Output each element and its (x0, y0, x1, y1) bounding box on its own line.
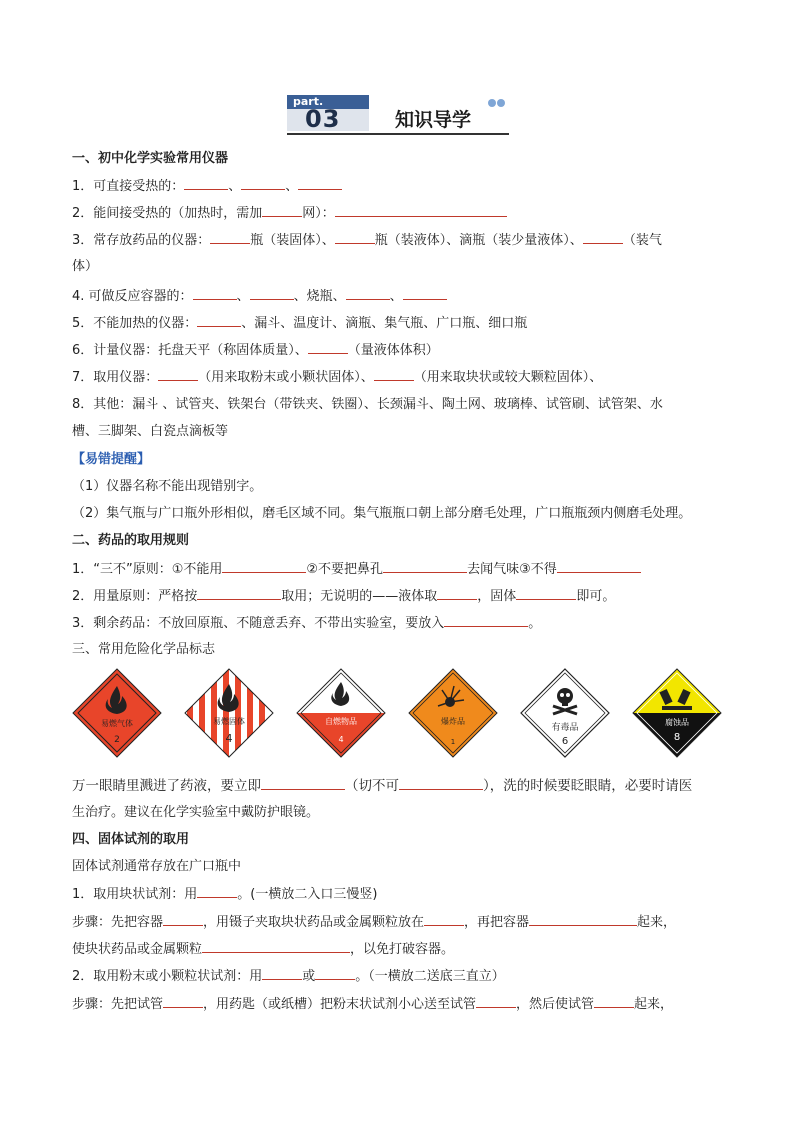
fill-blank[interactable] (222, 560, 306, 573)
fill-blank[interactable] (399, 777, 483, 790)
fill-blank[interactable] (476, 995, 516, 1008)
sign-number: 8 (673, 732, 681, 743)
text-line: 固体试剂通常存放在广口瓶中 (72, 859, 242, 874)
text-line: 8．其他：漏斗 、试管夹、铁架台（带铁夹、铁圈）、长颈漏斗、陶土网、玻璃棒、试管刷、试管架、水 (72, 397, 663, 412)
fill-blank[interactable] (516, 587, 576, 600)
sign-number: 2 (114, 735, 120, 745)
tip-line: （1）仪器名称不能出现错别字。 (72, 479, 263, 494)
hazard-signs-row (72, 668, 722, 768)
fill-blank[interactable] (210, 231, 250, 244)
sign-number: 4 (225, 732, 233, 745)
text-line: 使块状药品或金属颗粒 ，以免打破容器。 (72, 942, 455, 957)
sign-number: 1 (450, 738, 456, 746)
fill-blank[interactable] (241, 177, 285, 190)
hazard-sign-toxic (520, 668, 610, 758)
sign-label: 有毒品 (551, 723, 579, 733)
text-line: 5．不能加热的仪器： 、漏斗、温度计、滴瓶、集气瓶、广口瓶、细口瓶 (72, 316, 528, 331)
fill-blank[interactable] (529, 913, 637, 926)
section-heading-1: 一、初中化学实验常用仪器 (72, 151, 229, 166)
text-line: 6．计量仪器：托盘天平（称固体质量）、 （量液体体积） (72, 343, 439, 358)
hazard-sign-explosive (408, 668, 498, 758)
fill-blank[interactable] (424, 913, 464, 926)
fill-blank[interactable] (193, 287, 237, 300)
sign-label: 易燃固体 (213, 717, 245, 726)
fill-blank[interactable] (594, 995, 634, 1008)
text-line: 2．用量原则：严格按 取用；无说明的——液体取 ，固体 即可。 (72, 589, 616, 604)
tip-line: （2）集气瓶与广口瓶外形相似，磨毛区域不同。集气瓶瓶口朝上部分磨毛处理，广口瓶瓶颈内侧磨毛处理。 (72, 506, 692, 521)
text-line: 槽、三脚架、白瓷点滴板等 (72, 424, 229, 439)
fill-blank[interactable] (374, 368, 414, 381)
part-number: 03 (305, 105, 341, 133)
text-line: 3．常存放药品的仪器： 瓶（装固体）、 瓶（装液体）、滴瓶（装少量液体）、 （装气 (72, 233, 662, 248)
fill-blank[interactable] (163, 913, 203, 926)
text-line: 4. 可做反应容器的： 、 、烧瓶、 、 (72, 287, 447, 306)
text-line: 1．取用块状试剂：用 。(一横放二入口三慢竖) (72, 887, 378, 902)
text-line: 万一眼睛里溅进了药液，要立即 （切不可 ），洗的时候要眨眼睛，必要时请医 (72, 778, 693, 794)
text-line: 2．能间接受热的（加热时，需加 网）： (72, 204, 507, 223)
fill-blank[interactable] (315, 967, 355, 980)
fill-blank[interactable] (184, 177, 228, 190)
decorative-dots-icon (487, 97, 507, 109)
text-line: 1．“三不”原则：①不能用 ②不要把鼻孔 去闻气味③不得 (72, 560, 641, 579)
hazard-sign-flammable-gas (72, 668, 162, 758)
hazard-sign-flammable-solid (184, 668, 274, 758)
fill-blank[interactable] (197, 885, 237, 898)
fill-blank[interactable] (383, 560, 467, 573)
fill-blank[interactable] (335, 204, 507, 217)
section-heading-3: 三、常用危险化学品标志 (72, 642, 216, 657)
text-line: 步骤：先把试管 ，用药匙（或纸槽）把粉末状试剂小心送至试管 ，然后使试管 起来， (72, 997, 674, 1012)
page-title: 知识导学 (395, 109, 472, 131)
fill-blank[interactable] (261, 777, 345, 790)
text-line: 3．剩余药品：不放回原瓶、不随意丢弃、不带出实验室，要放入 。 (72, 616, 542, 631)
hazard-sign-corrosive (632, 668, 722, 758)
fill-blank[interactable] (202, 940, 350, 953)
sign-number: 6 (561, 736, 569, 747)
text-line: 2．取用粉末或小颗粒状试剂：用 或 。（一横放二送底三直立） (72, 969, 505, 984)
fill-blank[interactable] (346, 287, 390, 300)
fill-blank[interactable] (250, 287, 294, 300)
text-line: 体） (72, 259, 99, 274)
fill-blank[interactable] (298, 177, 342, 190)
section-header (287, 95, 509, 137)
fill-blank[interactable] (437, 587, 477, 600)
section-heading-2: 二、药品的取用规则 (72, 533, 190, 548)
fill-blank[interactable] (583, 231, 623, 244)
fill-blank[interactable] (308, 341, 348, 354)
text-line: 1．可直接受热的： 、 、 (72, 177, 342, 196)
fill-blank[interactable] (557, 560, 641, 573)
header-underline (287, 133, 509, 135)
hazard-sign-spontaneous-combustion (296, 668, 386, 758)
fill-blank[interactable] (158, 368, 198, 381)
part-label: part. (287, 95, 369, 109)
fill-blank[interactable] (403, 287, 447, 300)
fill-blank[interactable] (197, 314, 241, 327)
sign-label: 爆炸品 (441, 717, 465, 726)
fill-blank[interactable] (163, 995, 203, 1008)
text-line: 步骤：先把容器 ，用镊子夹取块状药品或金属颗粒放在 ，再把容器 起来， (72, 915, 677, 930)
fill-blank[interactable] (335, 231, 375, 244)
text-line: 生治疗。建议在化学实验室中戴防护眼镜。 (72, 805, 320, 820)
text-line: 7．取用仪器： （用来取粉末或小颗状固体）、 （用来取块状或较大颗粒固体）、 (72, 370, 603, 385)
sign-label: 自燃物品 (325, 717, 357, 726)
sign-label: 腐蚀品 (665, 718, 689, 727)
section-heading-4: 四、固体试剂的取用 (72, 832, 190, 847)
tip-heading: 【易错提醒】 (72, 452, 151, 467)
fill-blank[interactable] (444, 614, 528, 627)
fill-blank[interactable] (262, 967, 302, 980)
fill-blank[interactable] (197, 587, 281, 600)
fill-blank[interactable] (262, 204, 302, 217)
sign-label: 易燃气体 (101, 719, 133, 728)
sign-number: 4 (338, 735, 344, 744)
